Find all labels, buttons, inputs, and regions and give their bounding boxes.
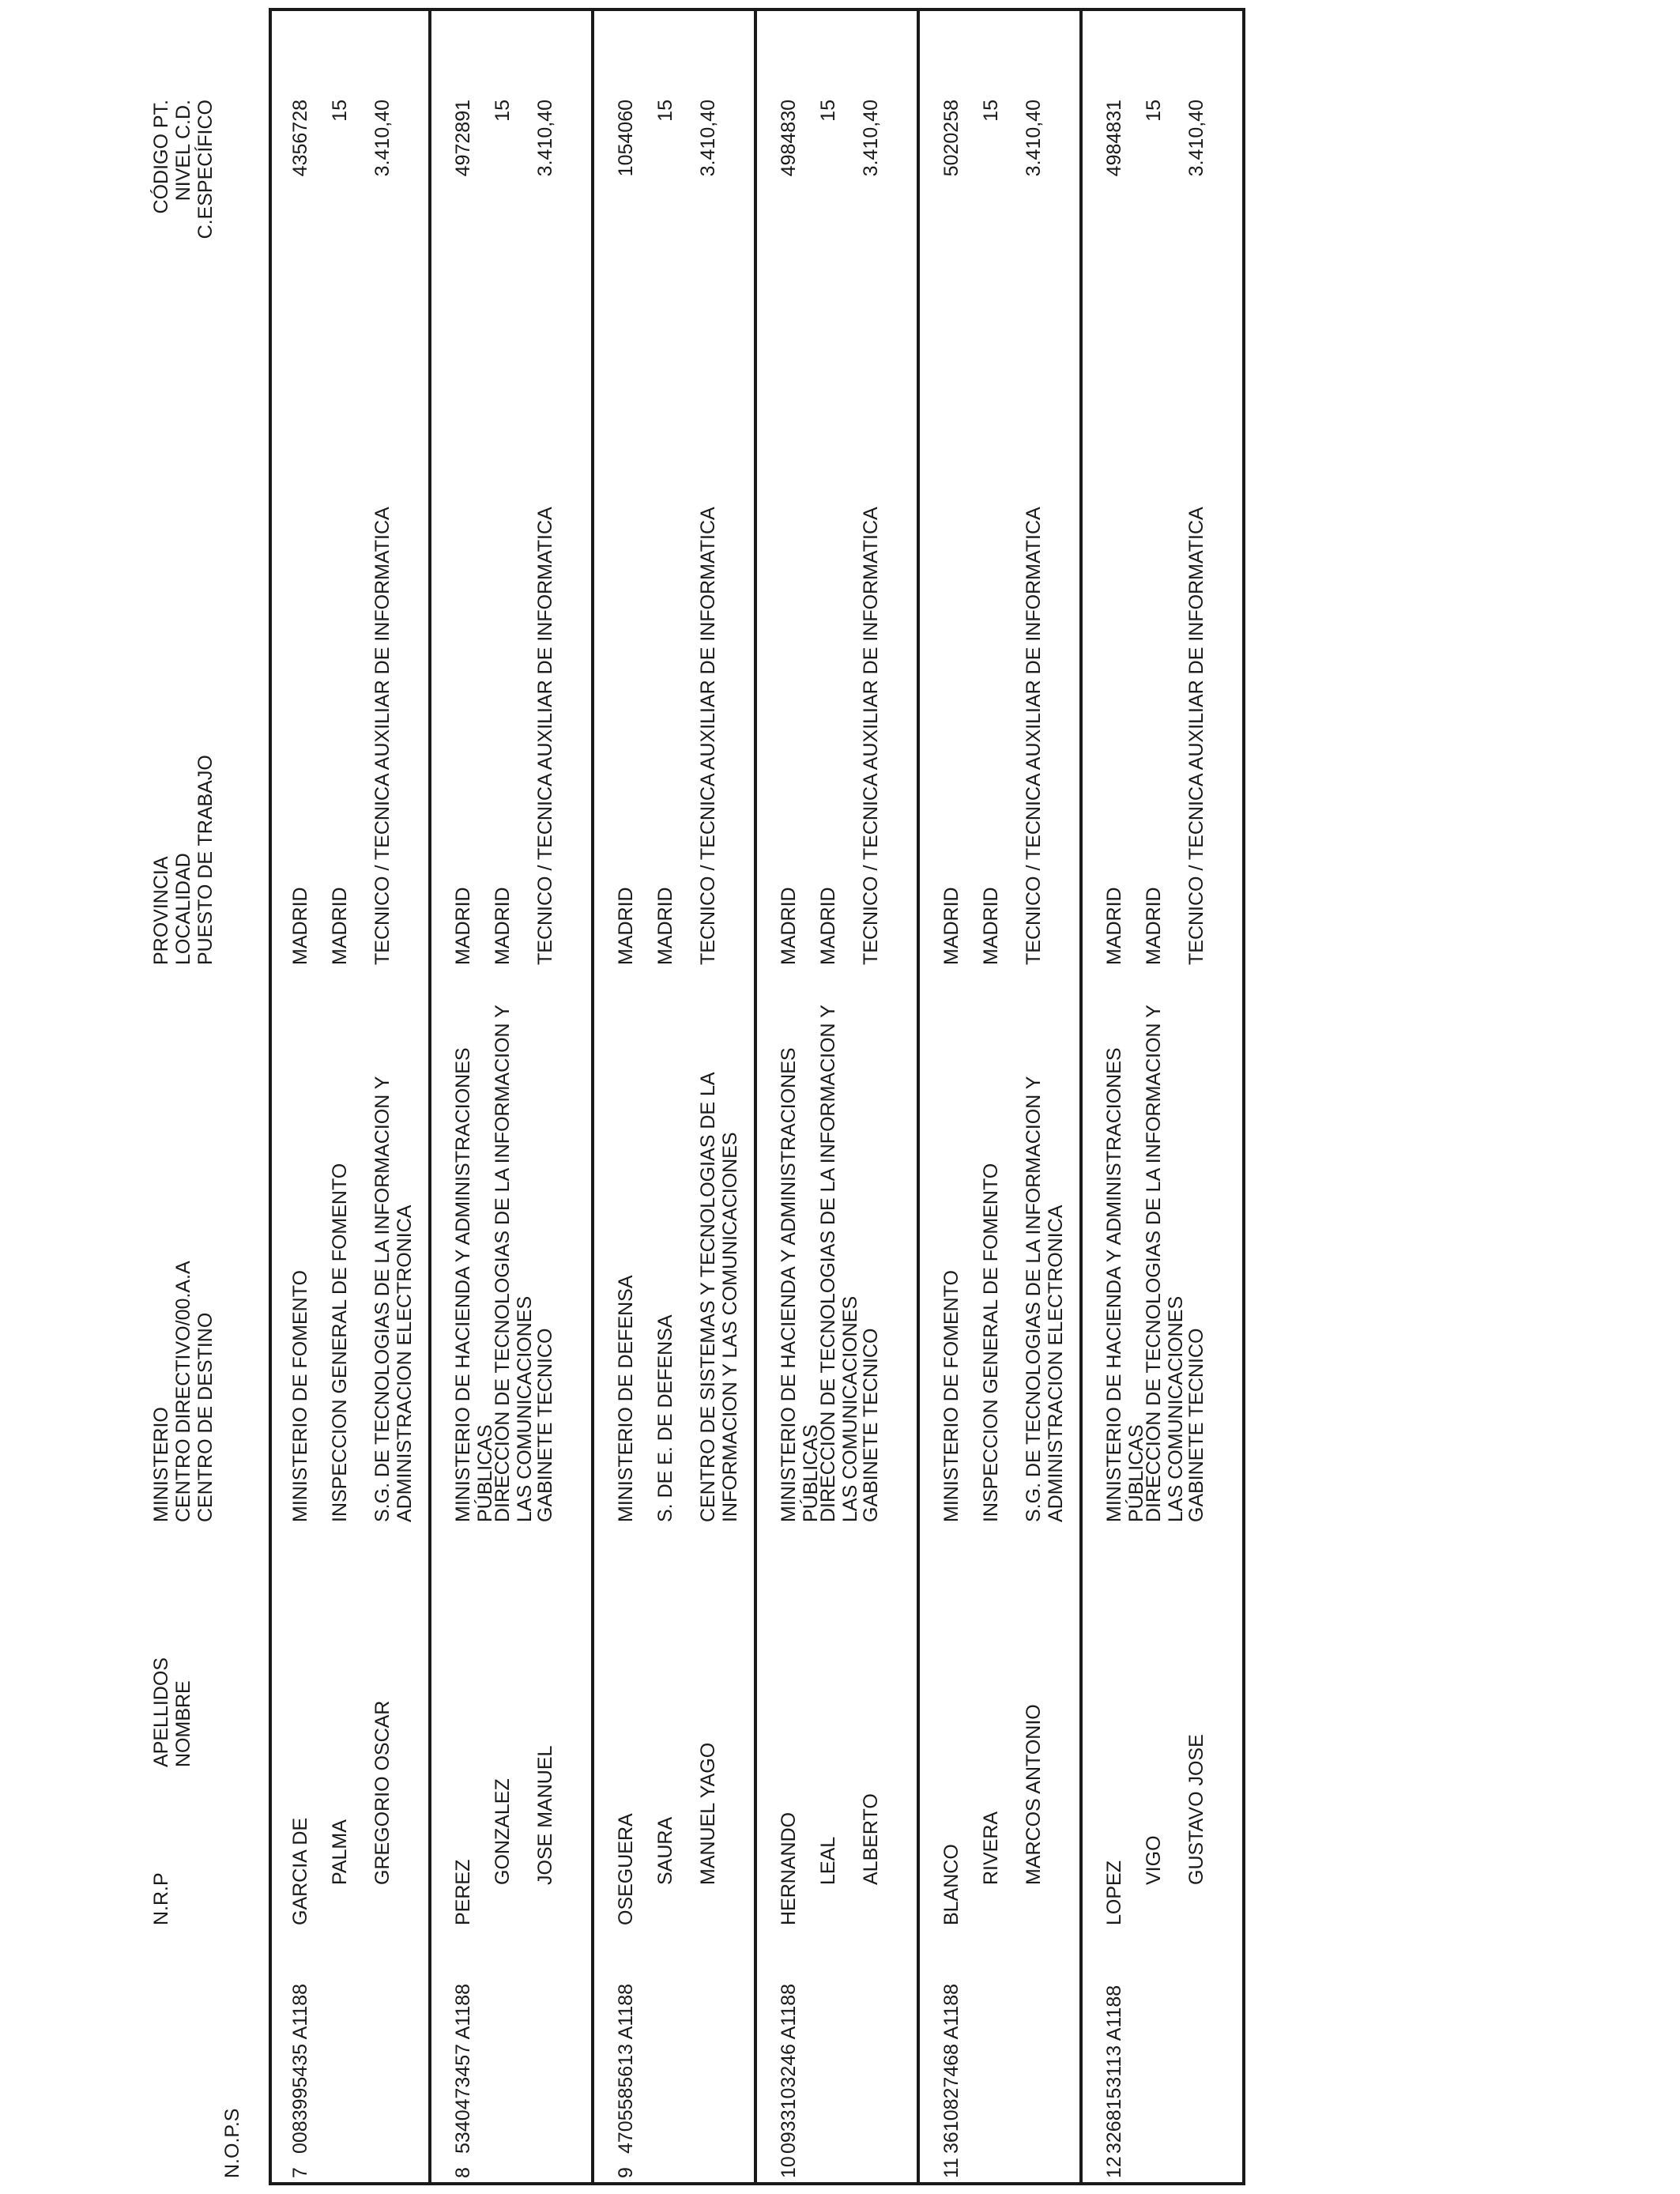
header-nrp: N.R.P: [150, 1872, 172, 1925]
row-nivel: 15: [492, 100, 514, 122]
row-number: 9: [615, 2167, 637, 2178]
header-codigo-nivel: CÓDIGO PT. NIVEL C.D. C.ESPECÍFICO: [150, 100, 217, 239]
row-apellido2: PALMA: [329, 1819, 351, 1885]
row-centro-directivo: DIRECCION DE TECNOLOGIAS DE LA INFORMACION Y LAS COMUNICACIONES: [492, 1005, 536, 1522]
row-centro-directivo: S. DE E. DE DEFENSA: [654, 1314, 676, 1522]
row-number: 7: [289, 2167, 311, 2178]
row-nivel: 15: [1143, 100, 1165, 122]
row-apellido1: LOPEZ: [1103, 1860, 1125, 1925]
row-centro-destino: CENTRO DE SISTEMAS Y TECNOLOGIAS DE LA INFORMACION Y LAS COMUNICACIONES: [697, 1072, 741, 1522]
row-centro-directivo: DIRECCION DE TECNOLOGIAS DE LA INFORMACION Y LAS COMUNICACIONES: [1143, 1005, 1187, 1522]
row-apellido1: BLANCO: [940, 1844, 962, 1925]
row-puesto: TECNICO / TECNICA AUXILIAR DE INFORMATICA: [860, 507, 882, 965]
row-nrp: 5340473457 A1188: [452, 1983, 474, 2154]
row-localidad: MADRID: [492, 887, 514, 965]
row-apellido1: OSEGUERA: [615, 1813, 637, 1925]
row-localidad: MADRID: [817, 887, 839, 965]
row-codigo: 4984831: [1103, 100, 1125, 177]
row-nombre: MANUEL YAGO: [697, 1742, 719, 1885]
row-apellido2: LEAL: [817, 1836, 839, 1885]
table-row: [1083, 8, 1245, 2185]
row-especifico: 3.410,40: [697, 100, 719, 177]
row-apellido1: PEREZ: [452, 1859, 474, 1925]
row-codigo: 4972891: [452, 100, 474, 177]
row-especifico: 3.410,40: [1023, 100, 1045, 177]
header-nops: N.O.P.S: [221, 2108, 243, 2178]
row-nivel: 15: [654, 100, 676, 122]
row-nombre: GREGORIO OSCAR: [371, 1700, 394, 1885]
row-localidad: MADRID: [1143, 887, 1165, 965]
row-especifico: 3.410,40: [860, 100, 882, 177]
row-nivel: 15: [329, 100, 351, 122]
row-number: 11: [940, 2158, 962, 2178]
row-ministerio: MINISTERIO DE HACIENDA Y ADMINISTRACIONES PÚBLICAS: [778, 1047, 822, 1522]
header-apellidos-nombre: APELLIDOS NOMBRE: [150, 1657, 194, 1767]
row-nrp: 0933103246 A1188: [778, 1983, 800, 2154]
row-centro-directivo: INSPECCION GENERAL DE FOMENTO: [980, 1163, 1002, 1522]
row-nivel: 15: [980, 100, 1002, 122]
header-ministerio-centro: MINISTERIO CENTRO DIRECTIVO/00.A.A CENTRO DE DESTINO: [150, 1261, 217, 1522]
row-ministerio: MINISTERIO DE FOMENTO: [940, 1270, 962, 1522]
row-puesto: TECNICO / TECNICA AUXILIAR DE INFORMATICA: [1185, 507, 1207, 965]
row-apellido1: GARCIA DE: [289, 1817, 311, 1925]
row-number: 8: [452, 2167, 474, 2178]
row-codigo: 4984830: [778, 100, 800, 177]
row-codigo: 1054060: [615, 100, 637, 177]
row-puesto: TECNICO / TECNICA AUXILIAR DE INFORMATICA: [1023, 507, 1045, 965]
row-ministerio: MINISTERIO DE FOMENTO: [289, 1270, 311, 1522]
row-nrp: 3610827468 A1188: [940, 1983, 962, 2154]
table-row: [920, 8, 1083, 2185]
row-centro-destino: GABINETE TECNICO: [860, 1328, 882, 1522]
row-nrp: 0083995435 A1188: [289, 1983, 311, 2154]
row-provincia: MADRID: [615, 887, 637, 965]
row-apellido1: HERNANDO: [778, 1811, 800, 1925]
row-puesto: TECNICO / TECNICA AUXILIAR DE INFORMATICA: [534, 507, 556, 965]
table-row: [757, 8, 920, 2185]
row-nrp: 3268153113 A1188: [1103, 1985, 1125, 2154]
row-centro-destino: S.G. DE TECNOLOGIAS DE LA INFORMACION Y ADMINISTRACION ELECTRONICA: [371, 1076, 416, 1522]
row-nombre: GUSTAVO JOSE: [1185, 1734, 1207, 1885]
header-provincia-puesto: PROVINCIA LOCALIDAD PUESTO DE TRABAJO: [150, 755, 217, 965]
row-nombre: ALBERTO: [860, 1793, 882, 1885]
table-header: [150, 0, 245, 2194]
row-provincia: MADRID: [940, 887, 962, 965]
row-nrp: 4705585613 A1188: [615, 1983, 637, 2154]
row-puesto: TECNICO / TECNICA AUXILIAR DE INFORMATICA: [697, 507, 719, 965]
row-centro-destino: GABINETE TECNICO: [1185, 1328, 1207, 1522]
row-centro-destino: S.G. DE TECNOLOGIAS DE LA INFORMACION Y ADMINISTRACION ELECTRONICA: [1023, 1076, 1067, 1522]
row-number: 10: [778, 2156, 800, 2178]
row-apellido2: SAURA: [654, 1816, 676, 1885]
row-centro-destino: GABINETE TECNICO: [534, 1328, 556, 1522]
row-provincia: MADRID: [452, 887, 474, 965]
row-ministerio: MINISTERIO DE DEFENSA: [615, 1275, 637, 1522]
row-apellido2: GONZALEZ: [492, 1778, 514, 1885]
row-provincia: MADRID: [289, 887, 311, 965]
table-row: [269, 8, 431, 2185]
row-codigo: 4356728: [289, 100, 311, 177]
row-nivel: 15: [817, 100, 839, 122]
row-apellido2: VIGO: [1143, 1835, 1165, 1885]
row-ministerio: MINISTERIO DE HACIENDA Y ADMINISTRACIONES PÚBLICAS: [452, 1047, 496, 1522]
row-especifico: 3.410,40: [371, 100, 394, 177]
row-centro-directivo: DIRECCION DE TECNOLOGIAS DE LA INFORMACION Y LAS COMUNICACIONES: [817, 1005, 861, 1522]
row-puesto: TECNICO / TECNICA AUXILIAR DE INFORMATICA: [371, 507, 394, 965]
row-provincia: MADRID: [1103, 887, 1125, 965]
row-apellido2: RIVERA: [980, 1811, 1002, 1885]
row-localidad: MADRID: [654, 887, 676, 965]
row-especifico: 3.410,40: [534, 100, 556, 177]
row-provincia: MADRID: [778, 887, 800, 965]
row-number: 12: [1103, 2156, 1125, 2178]
row-ministerio: MINISTERIO DE HACIENDA Y ADMINISTRACIONES PÚBLICAS: [1103, 1047, 1147, 1522]
row-nombre: MARCOS ANTONIO: [1023, 1704, 1045, 1885]
table-row: [431, 8, 594, 2185]
row-localidad: MADRID: [329, 887, 351, 965]
row-centro-directivo: INSPECCION GENERAL DE FOMENTO: [329, 1163, 351, 1522]
table-body: [269, 8, 1245, 2185]
row-codigo: 5020258: [940, 100, 962, 177]
table-row: [594, 8, 757, 2185]
row-nombre: JOSE MANUEL: [534, 1745, 556, 1885]
row-especifico: 3.410,40: [1185, 100, 1207, 177]
row-localidad: MADRID: [980, 887, 1002, 965]
